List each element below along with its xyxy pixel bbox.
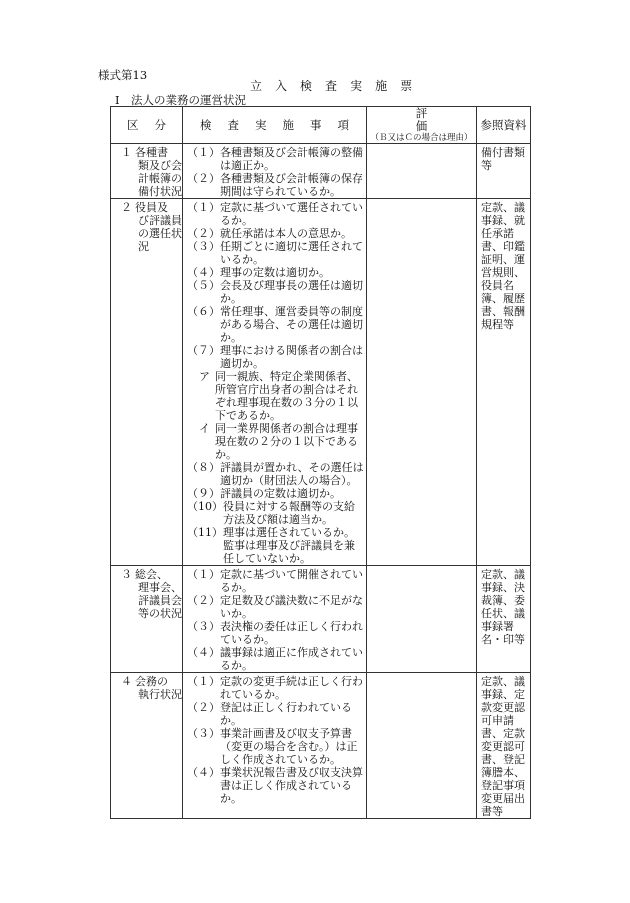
category-number: １ (121, 146, 132, 159)
title-char: 査 (325, 79, 338, 93)
sub-item: イ 同一業界関係者の割合は理事現在数の２分の１以下であるか。 (199, 422, 358, 461)
section-heading: Ⅰ 法人の業務の運営状況 (115, 93, 247, 107)
check-item: （３） 事業計画書及び収支予算書（変更の場合を含む。）は正しく作成されているか。 (187, 727, 358, 766)
category-line: ４ 会務の (116, 675, 179, 688)
category-cell (111, 673, 183, 819)
category-line: 執行状況 (138, 688, 182, 701)
items-cell (183, 673, 367, 819)
category-number: ４ (121, 675, 132, 688)
category-line: 類及び会 (138, 159, 182, 172)
check-item: （６） 常任理事、運営委員等の制度がある場合、その選任は適切か。 (187, 305, 363, 344)
title-char: 検 (300, 79, 313, 93)
reference-cell: 備付書類等 (477, 144, 531, 199)
category-number: ２ (121, 201, 132, 214)
table-row (111, 566, 531, 673)
reference-cell: 定款、議事録、就任承諾書、印鑑証明、運営規則、役員名簿、履歴書、報酬規程等 (477, 199, 531, 566)
check-item: （１） 各種書類及び会計帳簿の整備は適正か。 (187, 146, 363, 172)
title-char: 票 (400, 79, 413, 93)
check-item: （３） 任期ごとに適切に選任されているか。 (187, 240, 363, 266)
check-item: （２） 就任承諾は本人の意思か。 (187, 227, 352, 240)
table-row (111, 199, 531, 566)
items-cell (183, 566, 367, 673)
header-items: 検 査 実 施 事 項 (183, 107, 367, 144)
category-line: 備付状況 (138, 185, 182, 198)
check-item: （10） 役員に対する報酬等の支給方法及び額は適当か。 (187, 500, 355, 526)
category-line: 況 (138, 240, 149, 253)
evaluation-cell[interactable] (367, 673, 477, 819)
check-item: （２） 定足数及び議決数に不足がないか。 (187, 594, 363, 620)
header-evaluation: 評価 （Ｂ又はＣの場合は理由） (367, 107, 477, 144)
check-item: （４） 事業状況報告書及び収支決算書は正しく作成されているか。 (187, 766, 363, 805)
check-item: （２） 各種書類及び会計帳簿の保存期間は守られているか。 (187, 172, 363, 198)
check-item: （１） 定款の変更手続は正しく行われているか。 (187, 675, 363, 701)
sub-item: ア 同一親族、特定企業関係者、所管官庁出身者の割合はそれぞれ理事現在数の３分の１以下であるか。 (199, 370, 358, 422)
check-item: （４） 議事録は適正に作成されているか。 (187, 646, 363, 672)
inspection-table (110, 106, 531, 819)
evaluation-cell[interactable] (367, 566, 477, 673)
category-line: の選任状 (138, 227, 182, 240)
reference-cell: 定款、議事録、決裁簿、委任状、議事録署名・印等 (477, 566, 531, 673)
category-line: 等の状況 (138, 607, 182, 620)
items-cell (183, 199, 367, 566)
check-item: （５） 会長及び理事長の選任は適切か。 (187, 279, 363, 305)
table-header-row (111, 107, 531, 144)
check-item: （２） 登記は正しく行われているか。 (187, 701, 352, 727)
reference-cell: 定款、議事録、定款変更認可申請書、定款変更認可書、登記簿謄本、登記事項変更届出書等 (477, 673, 531, 819)
title-char: 施 (375, 79, 388, 93)
items-cell (183, 144, 367, 199)
category-number: ３ (121, 568, 132, 581)
check-item: （９） 評議員の定数は適切か。 (187, 487, 341, 500)
check-item: （４） 理事の定数は適切か。 (187, 266, 330, 279)
header-category: 区 分 (111, 107, 183, 144)
category-line: ３ 総会、 (116, 568, 179, 581)
category-line: １ 各種書 (116, 146, 179, 159)
check-item: （１） 定款に基づいて選任されているか。 (187, 201, 363, 227)
check-item: （７） 理事における関係者の割合は適切か。 (187, 344, 363, 370)
check-item: （１） 定款に基づいて開催されているか。 (187, 568, 363, 594)
title-char: 入 (275, 79, 288, 93)
category-line: 評議員会 (138, 594, 182, 607)
category-cell (111, 199, 183, 566)
form-number: 様式第13 (98, 68, 148, 82)
title-char: 立 (250, 79, 263, 93)
category-line: び評議員 (138, 214, 182, 227)
table-row (111, 144, 531, 199)
check-item: （11） 理事は選任されているか。監事は理事及び評議員を兼任していないか。 (187, 526, 355, 565)
header-reference: 参照資料 (477, 107, 531, 144)
title-char: 実 (350, 79, 363, 93)
check-item: （３） 表決権の委任は正しく行われているか。 (187, 620, 363, 646)
category-line: 計帳簿の (138, 172, 182, 185)
evaluation-cell[interactable] (367, 144, 477, 199)
category-cell (111, 566, 183, 673)
category-line: 理事会、 (138, 581, 182, 594)
category-line: ２ 役員及 (116, 201, 179, 214)
document-title (250, 80, 425, 93)
table-row (111, 673, 531, 819)
check-item: （８） 評議員が置かれ、その選任は適切か（財団法人の場合）。 (187, 461, 364, 487)
evaluation-cell[interactable] (367, 199, 477, 566)
category-cell (111, 144, 183, 199)
